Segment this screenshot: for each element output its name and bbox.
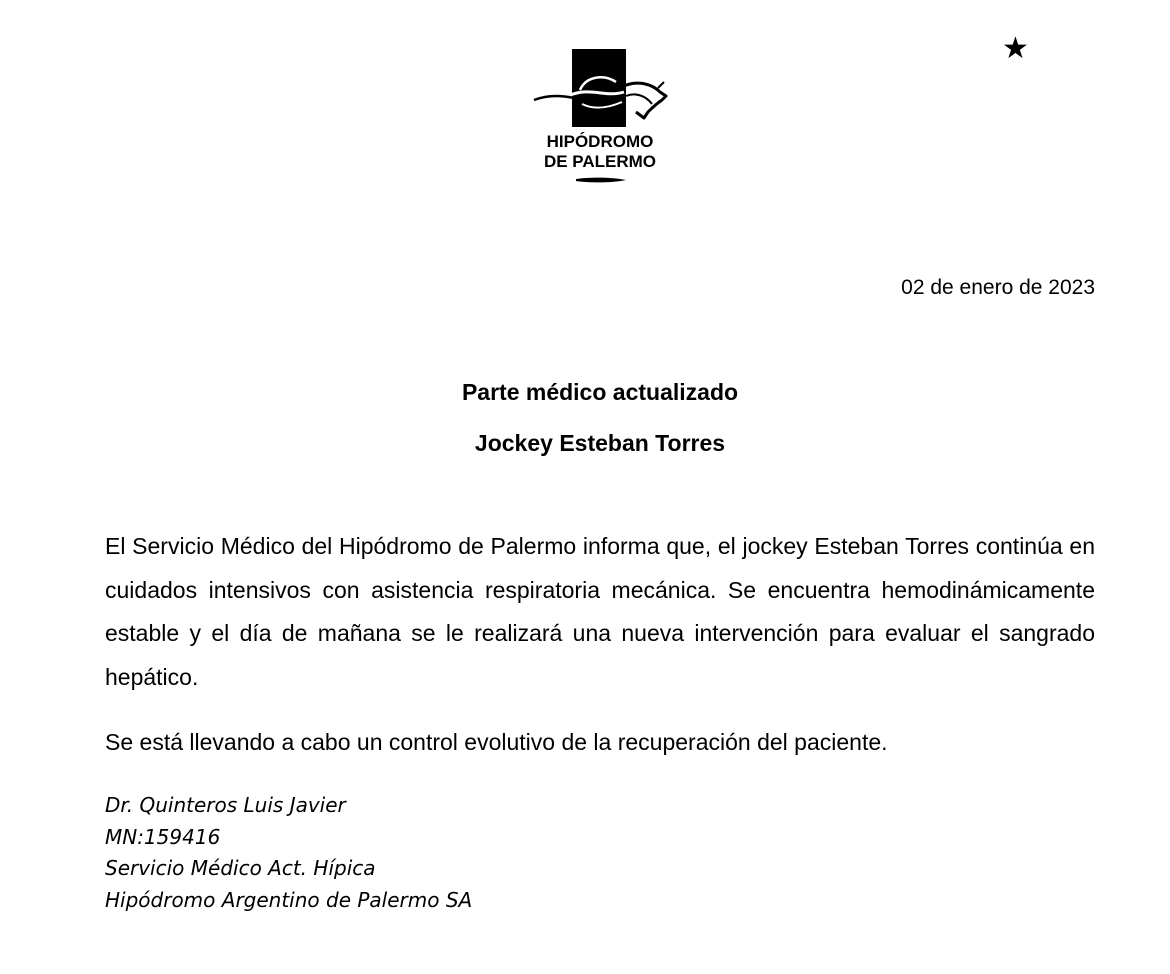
document-subtitle: Jockey Esteban Torres	[474, 430, 726, 456]
signature-department: Servicio Médico Act. Hípica	[105, 856, 376, 880]
body-paragraph-2: Se está llevando a cabo un control evolutivo de la recuperación del paciente.	[105, 729, 888, 755]
signature-organization: Hipódromo Argentino de Palermo SA	[105, 887, 473, 912]
logo-text-line1: HIPÓDROMO	[546, 132, 654, 151]
document-title: Parte médico actualizado	[461, 379, 739, 405]
logo-text-line2: DE PALERMO	[543, 152, 657, 171]
horse-head-icon	[520, 46, 680, 188]
body-paragraph-1: El Servicio Médico del Hipódromo de Palermo informa que, el jockey Esteban Torres continúa en cuidados intensivos con asistencia respiratoria mecánica. Se encuentra hemodinámicamente estable y el día de mañana se le realizará una nueva intervención para evaluar el sangrado hepático.	[105, 533, 1095, 690]
document-date: 02 de enero de 2023	[901, 276, 1095, 299]
signature-name: Dr. Quinteros Luis Javier	[105, 793, 346, 817]
signature-license: MN:159416	[105, 824, 221, 849]
signature-block	[105, 790, 472, 916]
hipodromo-logo	[520, 46, 680, 188]
star-icon: ★	[1002, 31, 1029, 66]
